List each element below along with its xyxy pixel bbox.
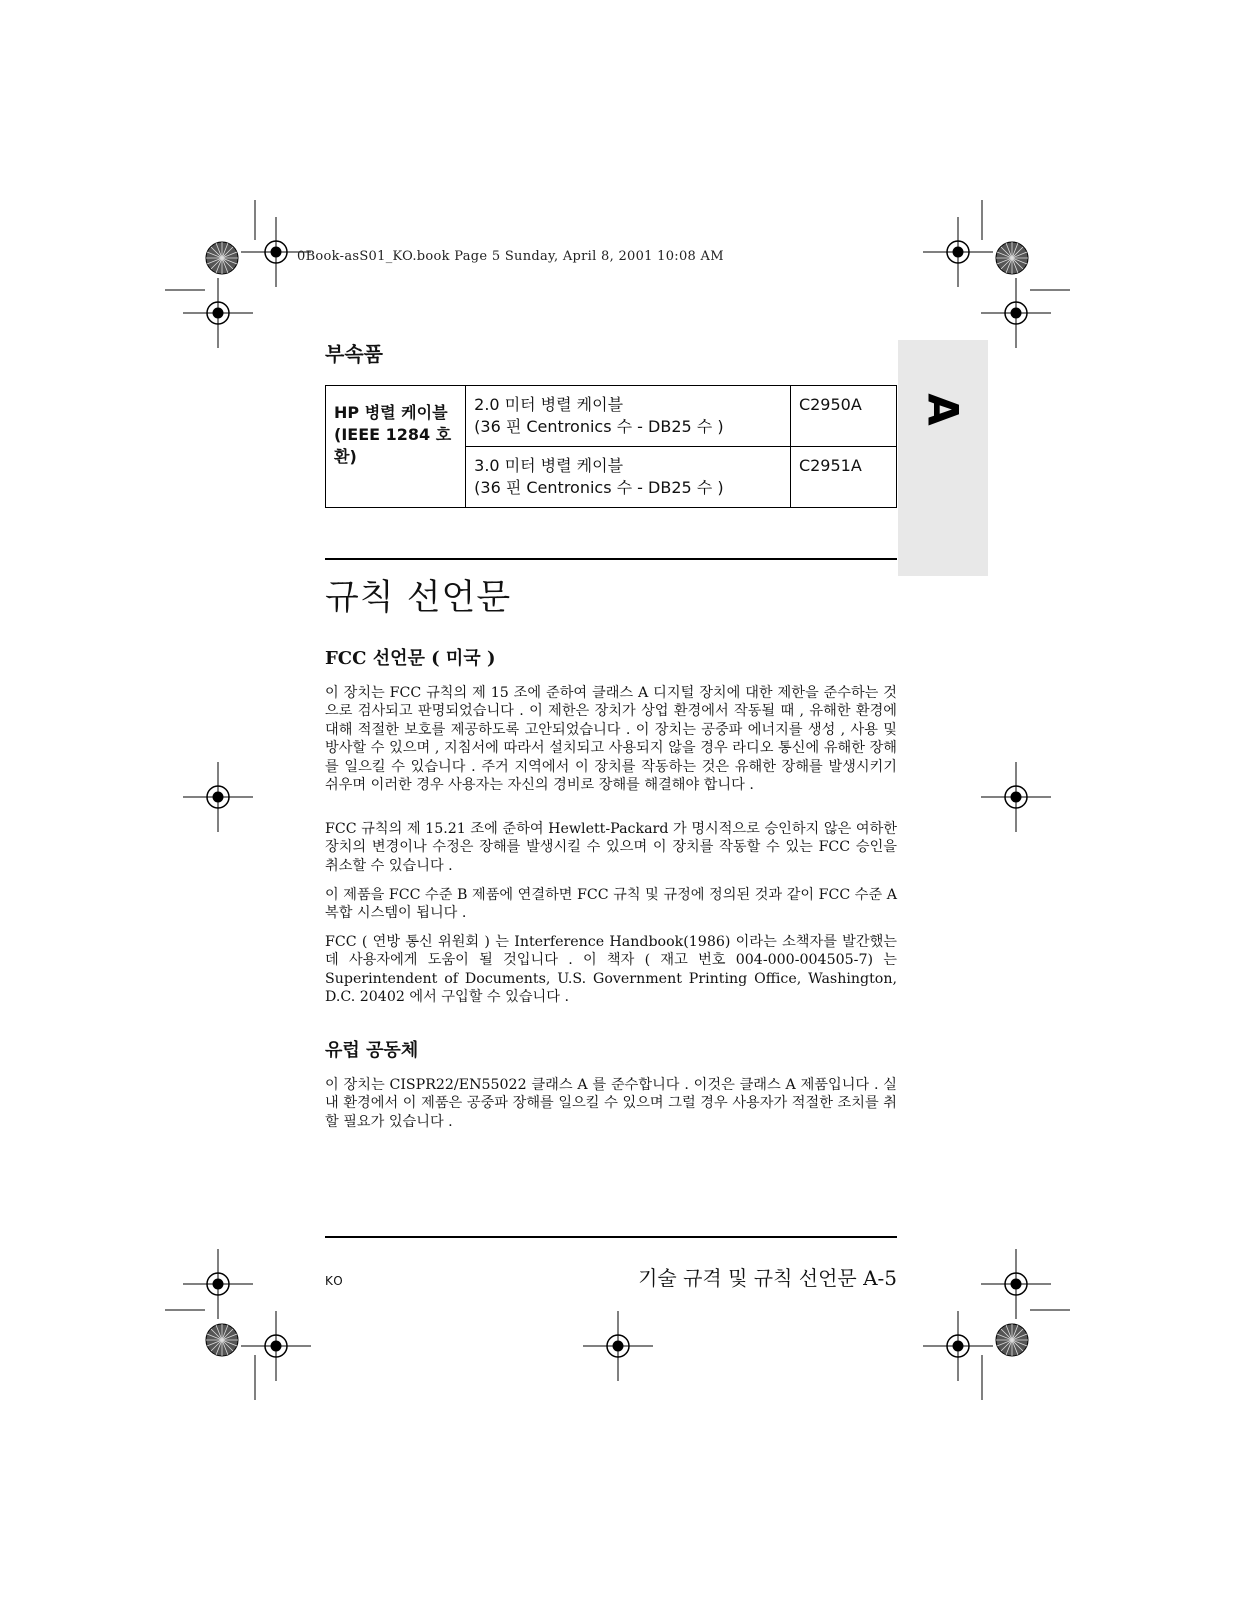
footer-divider xyxy=(325,1236,897,1238)
cable-length: 2.0 미터 병렬 케이블 xyxy=(474,395,624,414)
table-row xyxy=(326,386,897,447)
footer-page-title: 기술 규격 및 규칙 선언문 A-5 xyxy=(638,1266,897,1290)
table-cell xyxy=(466,386,791,447)
cable-connector: (36 핀 Centronics 수 - DB25 수 ) xyxy=(474,478,724,497)
accessories-heading: 부속품 xyxy=(325,342,383,366)
section-title: 규칙 선언문 xyxy=(325,578,512,618)
chapter-tab-letter: A xyxy=(918,393,968,426)
fcc-paragraph-3: 이 제품을 FCC 수준 B 제품에 연결하면 FCC 규칙 및 규정에 정의된 것과 같이 FCC 수준 A 복합 시스템이 됩니다 . xyxy=(325,887,897,922)
cable-label-cell: HP 병렬 케이블 (IEEE 1284 호환) xyxy=(326,386,466,508)
fcc-paragraph-4: FCC ( 연방 통신 위원회 ) 는 Interference Handbook(1986) 이라는 소책자를 발간했는데 사용자에게 도움이 될 것입니다 . 이 책자 ( 재고 번호 004-000-004505-7) 는 Superintendent of Documents, U.S. Government Printing Office, Washington, D.C. 20402 에서 구입할 수 있습니다 . xyxy=(325,934,897,1006)
part-number: C2950A xyxy=(790,386,896,447)
accessories-table xyxy=(325,385,897,508)
part-number: C2951A xyxy=(790,447,896,508)
cable-connector: (36 핀 Centronics 수 - DB25 수 ) xyxy=(474,417,724,436)
eu-paragraph-1: 이 장치는 CISPR22/EN55022 클래스 A 를 준수합니다 . 이것은 클래스 A 제품입니다 . 실내 환경에서 이 제품은 공중파 장해를 일으킬 수 있으며 그럴 경우 사용자가 적절한 조치를 취할 필요가 있습니다 . xyxy=(325,1077,897,1130)
footer-language: KO xyxy=(325,1274,344,1288)
fcc-paragraph-2: FCC 규칙의 제 15.21 조에 준하여 Hewlett-Packard 가 명시적으로 승인하지 않은 여하한 장치의 변경이나 수정은 장해를 발생시킬 수 있으며 이 장치를 작동할 수 있는 FCC 승인을 취소할 수 있습니다 . xyxy=(325,821,897,874)
table-cell xyxy=(466,447,791,508)
fcc-heading: FCC 선언문 ( 미국 ) xyxy=(325,648,496,669)
eu-heading: 유럽 공동체 xyxy=(325,1040,419,1061)
print-slug: 0Book-asS01_KO.book Page 5 Sunday, April 8, 2001 10:08 AM xyxy=(297,249,724,264)
cable-length: 3.0 미터 병렬 케이블 xyxy=(474,456,624,475)
fcc-paragraph-1: 이 장치는 FCC 규칙의 제 15 조에 준하여 클래스 A 디지털 장치에 대한 제한을 준수하는 것으로 검사되고 판명되었습니다 . 이 제한은 장치가 상업 환경에서 작동될 때 , 유해한 환경에 대해 적절한 보호를 제공하도록 고안되었습니다 . 이 장치는 공중파 에너지를 생성 , 사용 및 방사할 수 있으며 , 지침서에 따라서 설치되고 사용되지 않을 경우 라디오 통신에 유해한 장해를 일으킬 수 있습니다 . 주거 지역에서 이 장치를 작동하는 것은 유해한 장해를 발생시키기 쉬우며 이러한 경우 사용자는 자신의 경비로 장해를 해결해야 합니다 . xyxy=(325,685,897,794)
section-divider xyxy=(325,558,897,560)
